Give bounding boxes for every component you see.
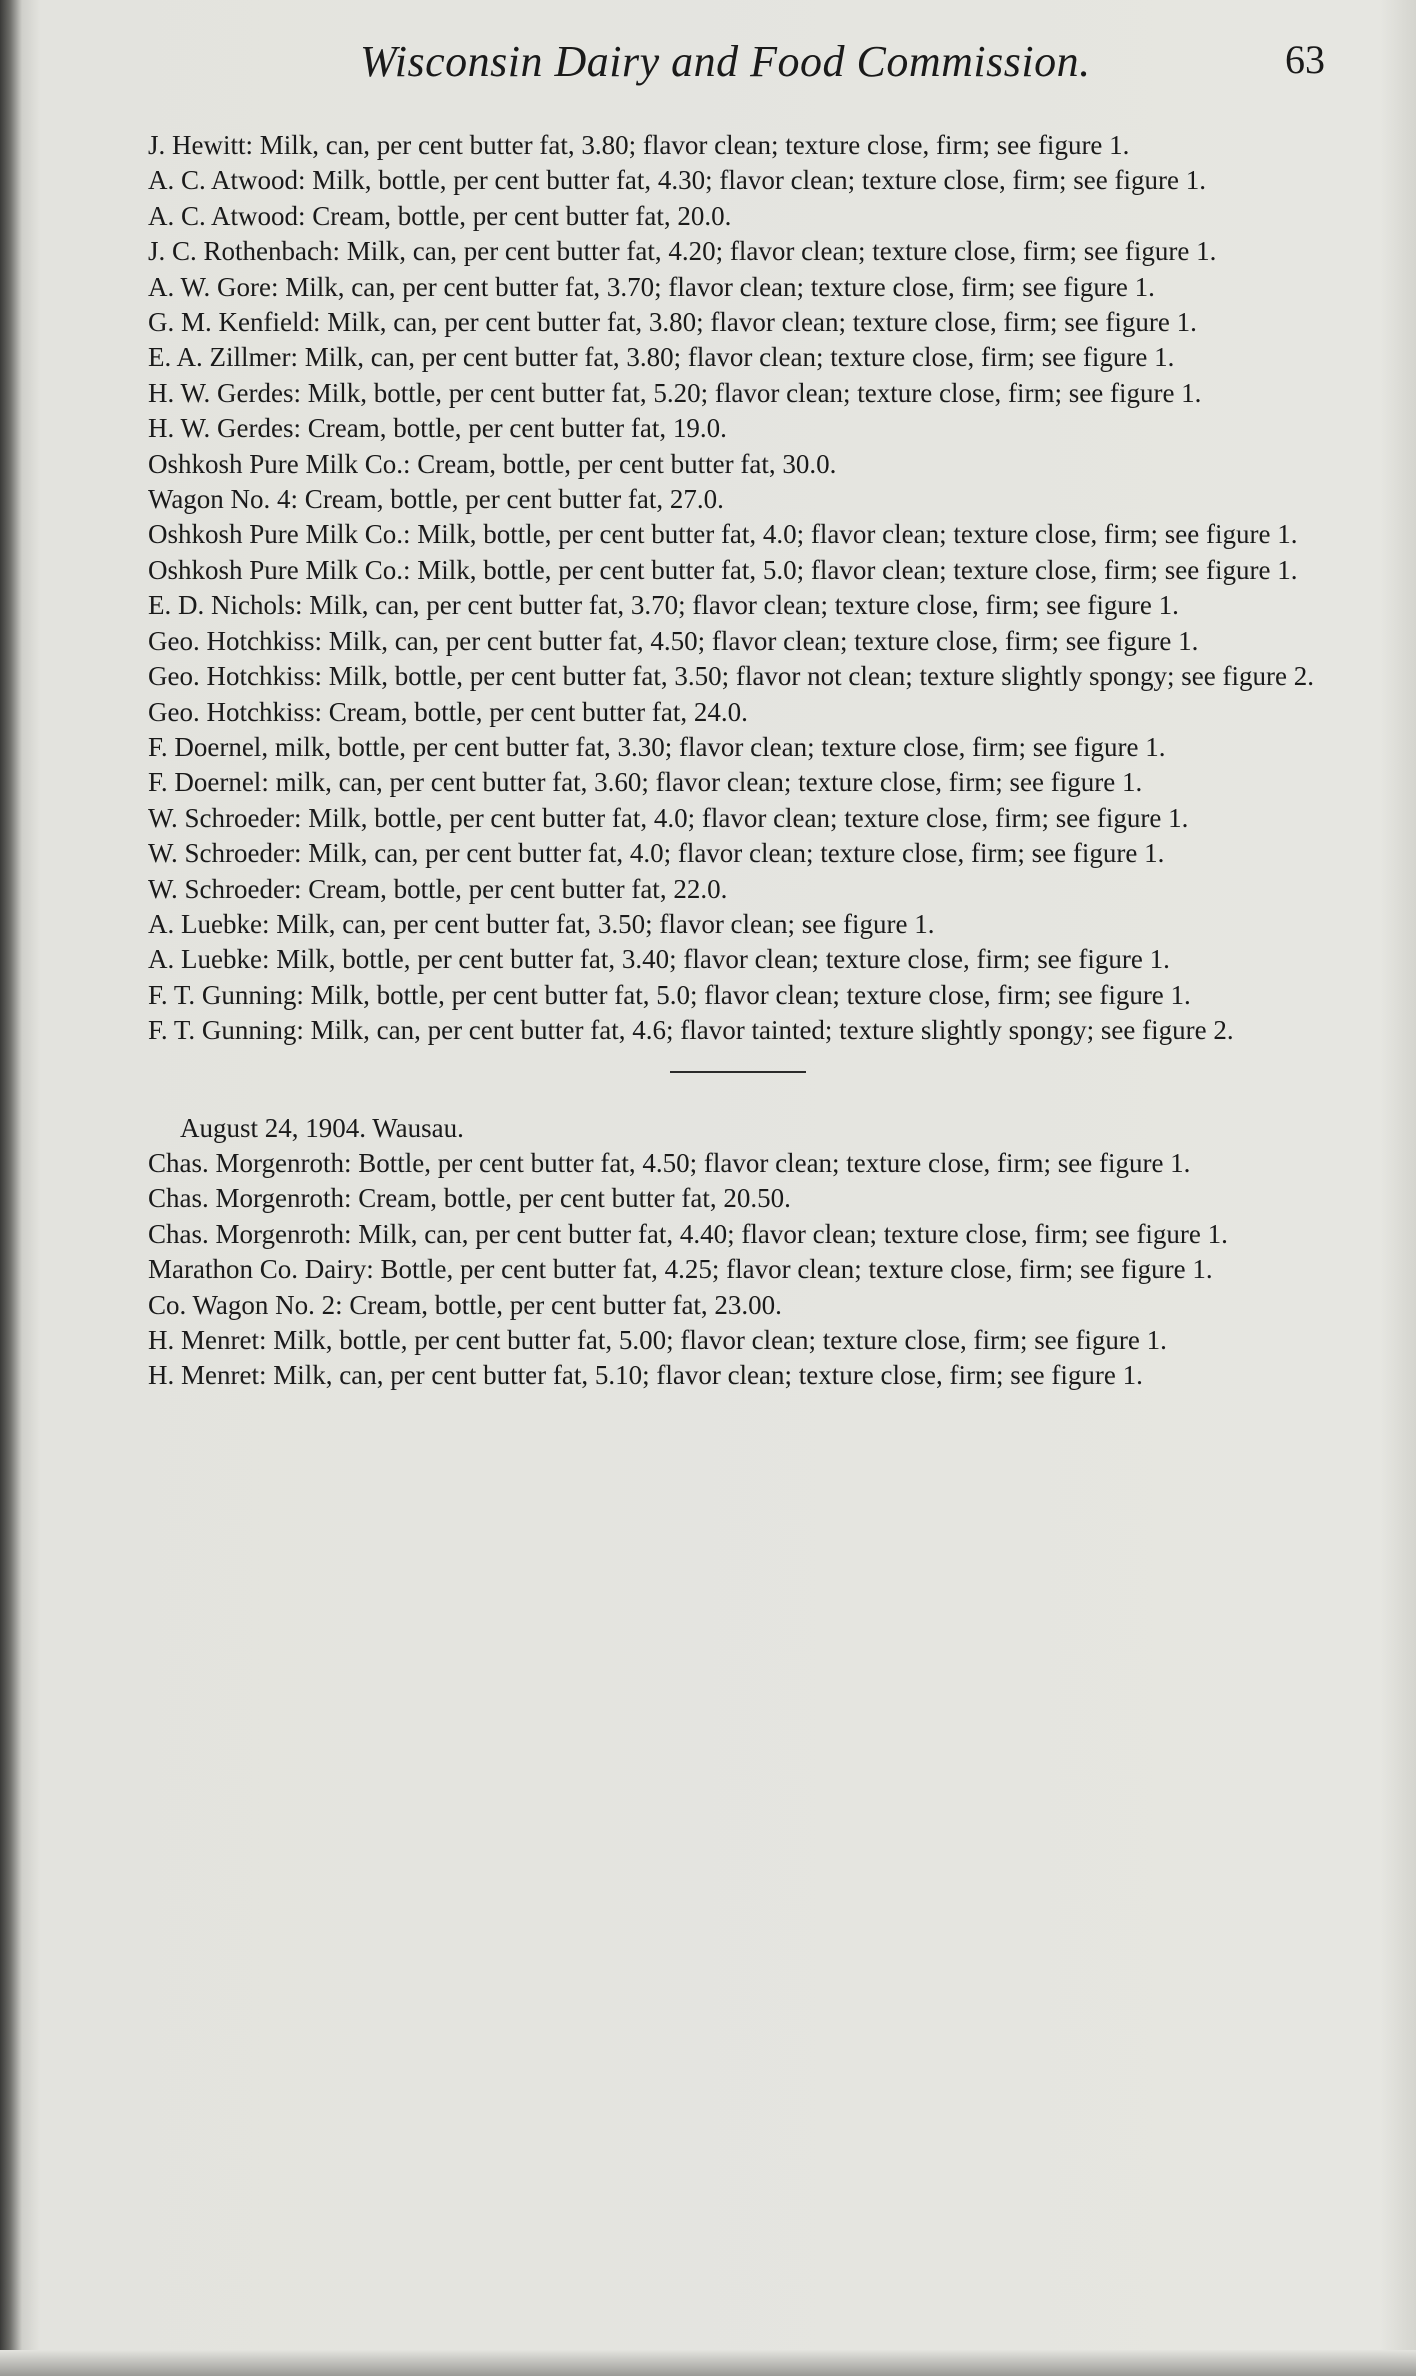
test-entry: F. T. Gunning: Milk, bottle, per cent butter fat, 5.0; flavor clean; texture close, firm; see figure 1. — [148, 979, 1191, 1010]
test-entry: E. A. Zillmer: Milk, can, per cent butter fat, 3.80; flavor clean; texture close, firm; see figure 1. — [148, 342, 1175, 373]
test-entry: Oshkosh Pure Milk Co.: Milk, bottle, per cent butter fat, 5.0; flavor clean; texture close, firm; see figure 1. — [148, 554, 1298, 585]
test-entry: H. W. Gerdes: Cream, bottle, per cent butter fat, 19.0. — [148, 413, 727, 444]
test-entry: Marathon Co. Dairy: Bottle, per cent butter fat, 4.25; flavor clean; texture close, firm; see figure 1. — [148, 1254, 1213, 1285]
entries-part2 — [148, 1146, 1333, 1394]
test-entry: G. M. Kenfield: Milk, can, per cent butter fat, 3.80; flavor clean; texture close, firm; see figure 1. — [148, 307, 1197, 338]
test-entry: F. T. Gunning: Milk, can, per cent butter fat, 4.6; flavor tainted; texture slightly spongy; see figure 2. — [148, 1015, 1234, 1046]
test-entry: Chas. Morgenroth: Bottle, per cent butter fat, 4.50; flavor clean; texture close, firm; see figure 1. — [148, 1147, 1191, 1178]
page-edge-shadow — [0, 2350, 1416, 2376]
running-title: Wisconsin Dairy and Food Commission. — [360, 37, 1091, 86]
test-entry: J. Hewitt: Milk, can, per cent butter fat, 3.80; flavor clean; texture close, firm; see figure 1. — [148, 130, 1130, 160]
test-entry: Geo. Hotchkiss: Milk, bottle, per cent butter fat, 3.50; flavor not clean; texture slightly spongy; see figure 2. — [148, 661, 1314, 692]
test-entry: A. C. Atwood: Cream, bottle, per cent butter fat, 20.0. — [148, 200, 732, 231]
section-dateline: August 24, 1904. Wausau. — [180, 1112, 464, 1143]
section-divider — [670, 1071, 806, 1073]
test-entry: W. Schroeder: Cream, bottle, per cent butter fat, 22.0. — [148, 873, 728, 904]
test-entry: A. C. Atwood: Milk, bottle, per cent butter fat, 4.30; flavor clean; texture close, firm; see figure 1. — [148, 165, 1206, 196]
test-entry: F. Doernel: milk, can, per cent butter fat, 3.60; flavor clean; texture close, firm; see figure 1. — [148, 767, 1143, 798]
page-body — [148, 128, 1333, 1394]
test-entry: A. W. Gore: Milk, can, per cent butter fat, 3.70; flavor clean; texture close, firm; see figure 1. — [148, 271, 1155, 302]
test-entry: Oshkosh Pure Milk Co.: Cream, bottle, per cent butter fat, 30.0. — [148, 448, 837, 479]
page-header — [0, 30, 1416, 90]
entries-part1 — [148, 128, 1333, 1049]
test-entry: H. Menret: Milk, can, per cent butter fat, 5.10; flavor clean; texture close, firm; see figure 1. — [148, 1360, 1143, 1391]
test-entry: J. C. Rothenbach: Milk, can, per cent butter fat, 4.20; flavor clean; texture close, firm; see figure 1. — [148, 236, 1217, 267]
test-entry: Wagon No. 4: Cream, bottle, per cent butter fat, 27.0. — [148, 484, 724, 515]
test-entry: Geo. Hotchkiss: Milk, can, per cent butter fat, 4.50; flavor clean; texture close, firm; see figure 1. — [148, 625, 1199, 656]
page-number: 63 — [1285, 37, 1325, 82]
test-entry: Chas. Morgenroth: Milk, can, per cent butter fat, 4.40; flavor clean; texture close, firm; see figure 1. — [148, 1218, 1228, 1249]
test-entry: H. Menret: Milk, bottle, per cent butter fat, 5.00; flavor clean; texture close, firm; see figure 1. — [148, 1325, 1167, 1355]
test-entry: Co. Wagon No. 2: Cream, bottle, per cent butter fat, 23.00. — [148, 1289, 782, 1320]
test-entry: E. D. Nichols: Milk, can, per cent butter fat, 3.70; flavor clean; texture close, firm; see figure 1. — [148, 590, 1179, 621]
test-entry: Oshkosh Pure Milk Co.: Milk, bottle, per cent butter fat, 4.0; flavor clean; texture close, firm; see figure 1. — [148, 519, 1298, 550]
test-entry: A. Luebke: Milk, can, per cent butter fat, 3.50; flavor clean; see figure 1. — [148, 908, 935, 939]
test-entry: H. W. Gerdes: Milk, bottle, per cent butter fat, 5.20; flavor clean; texture close, firm; see figure 1. — [148, 377, 1202, 408]
test-entry: F. Doernel, milk, bottle, per cent butter fat, 3.30; flavor clean; texture close, firm; see figure 1. — [148, 731, 1166, 762]
test-entry: A. Luebke: Milk, bottle, per cent butter fat, 3.40; flavor clean; texture close, firm; see figure 1. — [148, 944, 1170, 975]
test-entry: W. Schroeder: Milk, bottle, per cent butter fat, 4.0; flavor clean; texture close, firm; see figure 1. — [148, 802, 1189, 833]
test-entry: W. Schroeder: Milk, can, per cent butter fat, 4.0; flavor clean; texture close, firm; see figure 1. — [148, 838, 1165, 869]
test-entry: Geo. Hotchkiss: Cream, bottle, per cent butter fat, 24.0. — [148, 696, 748, 727]
test-entry: Chas. Morgenroth: Cream, bottle, per cent butter fat, 20.50. — [148, 1183, 791, 1214]
